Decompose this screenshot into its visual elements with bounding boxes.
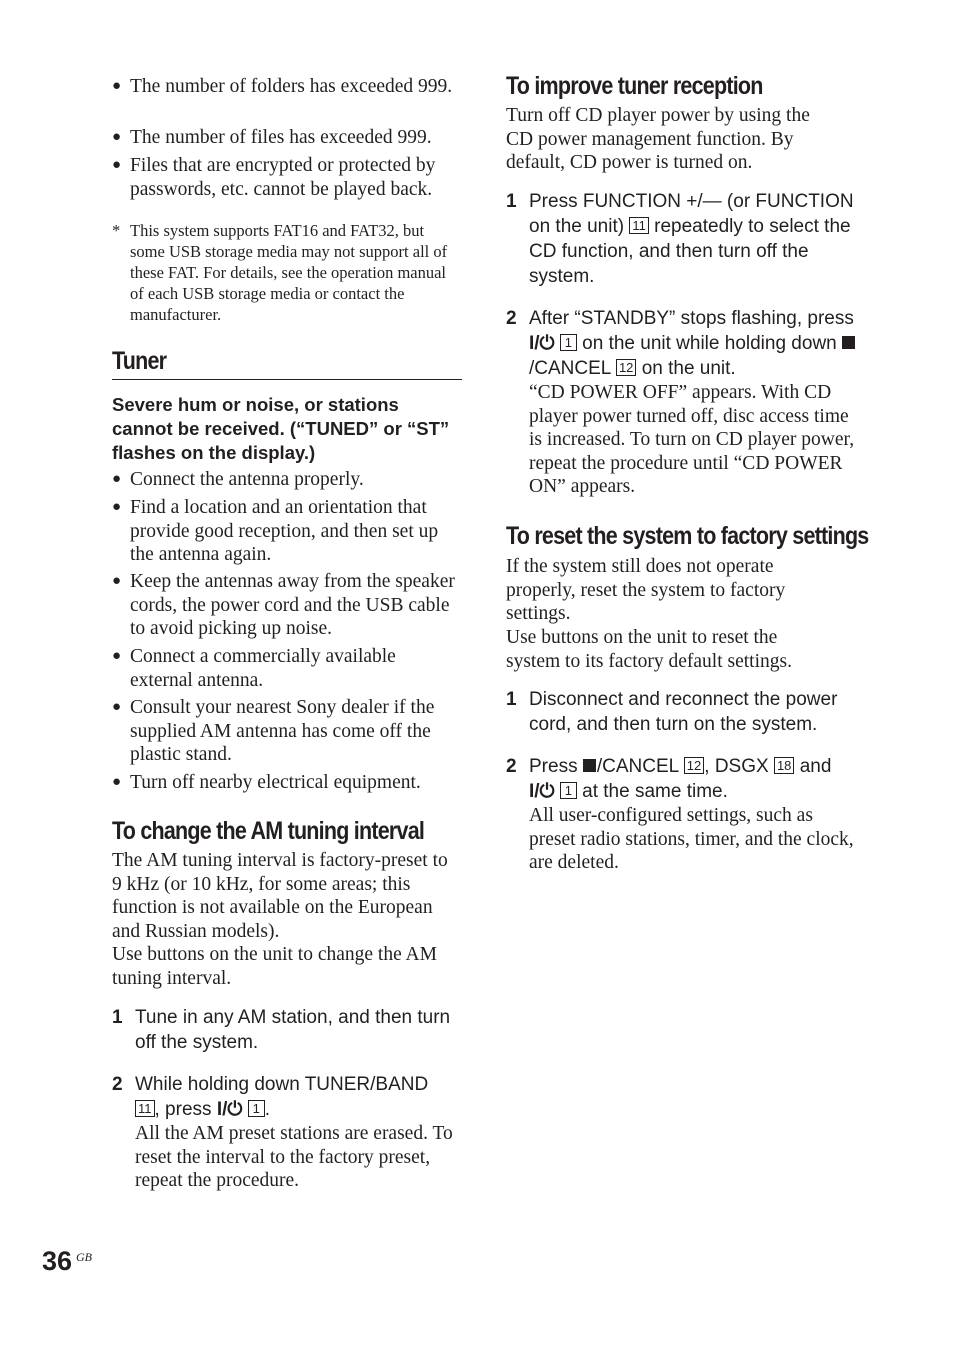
list-item: ● Consult your nearest Sony dealer if the supplied AM antenna has come off the plastic stand. (112, 697, 435, 766)
step-2: 2 While holding down TUNER/BAND 11 , press I/⏻ 1 . All the AM preset stations are erased. To reset the interval to the factory preset, repeat the procedure. (112, 1072, 462, 1193)
paragraph: The AM tuning interval is factory-preset to 9 kHz (or 10 kHz, for some areas; this function is not available on the European and Russian models). (112, 850, 448, 942)
power-icon: I/⏻ (529, 333, 555, 354)
list-item: ● Files that are encrypted or protected by passwords, etc. cannot be played back. (112, 155, 436, 200)
list-item: ● Connect the antenna properly. (112, 469, 364, 490)
step-1: 1 Tune in any AM station, and then turn off the system. (112, 1007, 451, 1053)
button-ref-box: 1 (248, 1100, 265, 1117)
power-icon: I/⏻ (529, 781, 555, 802)
button-ref-box: 11 (629, 217, 649, 234)
step-1: 1 Press FUNCTION +/— (or FUNCTION on the unit) 11 repeatedly to select the CD function, and then turn off the system. (506, 191, 854, 287)
paragraph: Use buttons on the unit to change the AM tuning interval. (112, 944, 437, 989)
section-heading-am-interval: To change the AM tuning interval (112, 817, 425, 845)
paragraph: Use buttons on the unit to reset the system to its factory default settings. (506, 627, 792, 672)
bullet-icon: ● (112, 129, 122, 145)
step-result: All the AM preset stations are erased. To reset the interval to the factory preset, repeat the procedure. (135, 1123, 453, 1192)
section-heading-improve-tuner: To improve tuner reception (506, 72, 763, 100)
button-ref-box: 12 (684, 757, 704, 774)
bullet-icon: ● (112, 648, 122, 664)
step-2: 2 Press /CANCEL 12 , DSGX 18 and I/⏻ 1 at the same time. All user-configured settings, such as preset radio stations, timer, and the clock, are deleted. (506, 754, 858, 875)
paragraph: If the system still does not operate properly, reset the system to factory settings. (506, 556, 786, 625)
stop-icon (842, 336, 855, 349)
problem-heading: Severe hum or noise, or stations cannot be received. (“TUNED” or “ST” flashes on the display.) (112, 394, 450, 463)
step-2: 2 After “STANDBY” stops flashing, press I/⏻ 1 on the unit while holding down /CANCEL 12 on the unit. “CD POWER OFF” appears. With CD player power turned off, disc access time is increased. To turn on CD player power, repeat the procedure until “CD POWER ON” appears. (506, 306, 858, 499)
list-item: ● Connect a commercially available external antenna. (112, 646, 396, 691)
button-ref-box: 12 (616, 359, 636, 376)
button-ref-box: 18 (774, 757, 794, 774)
bullet-icon: ● (112, 499, 122, 515)
step-1: 1 Disconnect and reconnect the power cord, and then turn on the system. (506, 689, 838, 735)
list-item: ● The number of files has exceeded 999. (112, 127, 432, 148)
button-ref-box: 1 (560, 782, 577, 799)
bullet-icon: ● (112, 157, 122, 173)
stop-icon (583, 759, 596, 772)
step-result: All user-configured settings, such as preset radio stations, timer, and the clock, are deleted. (529, 805, 854, 874)
list-item: ● Find a location and an orientation that provide good reception, and then set up the antenna again. (112, 497, 439, 566)
list-item: ● Turn off nearby electrical equipment. (112, 772, 421, 793)
button-ref-box: 11 (135, 1100, 155, 1117)
section-rule (112, 379, 462, 380)
paragraph: Turn off CD player power by using the CD power management function. By default, CD power is turned on. (506, 105, 810, 174)
list-item: ● The number of folders has exceeded 999. (112, 76, 453, 97)
page-number: 36 (42, 1246, 73, 1276)
bullet-icon: ● (112, 699, 122, 715)
bullet-icon: ● (112, 78, 122, 94)
list-item: ● Keep the antennas away from the speaker cords, the power cord and the USB cable to avoid picking up noise. (112, 571, 455, 640)
power-icon: I/⏻ (216, 1099, 243, 1120)
section-heading-tuner: Tuner (112, 347, 167, 375)
button-ref-box: 1 (560, 334, 577, 351)
bullet-icon: ● (112, 774, 122, 790)
bullet-icon: ● (112, 573, 122, 589)
page-number-suffix: GB (76, 1250, 92, 1264)
section-heading-factory-reset: To reset the system to factory settings (506, 522, 869, 550)
step-result: “CD POWER OFF” appears. With CD player power turned off, disc access time is increased. To turn on CD player power, repeat the procedure until “CD POWER ON” appears. (529, 382, 855, 498)
bullet-icon: ● (112, 471, 122, 487)
footnote: * This system supports FAT16 and FAT32, but some USB storage media may not support all of these FAT. For details, see the operation manual of each USB storage media or contact the manufacturer. (112, 221, 448, 324)
